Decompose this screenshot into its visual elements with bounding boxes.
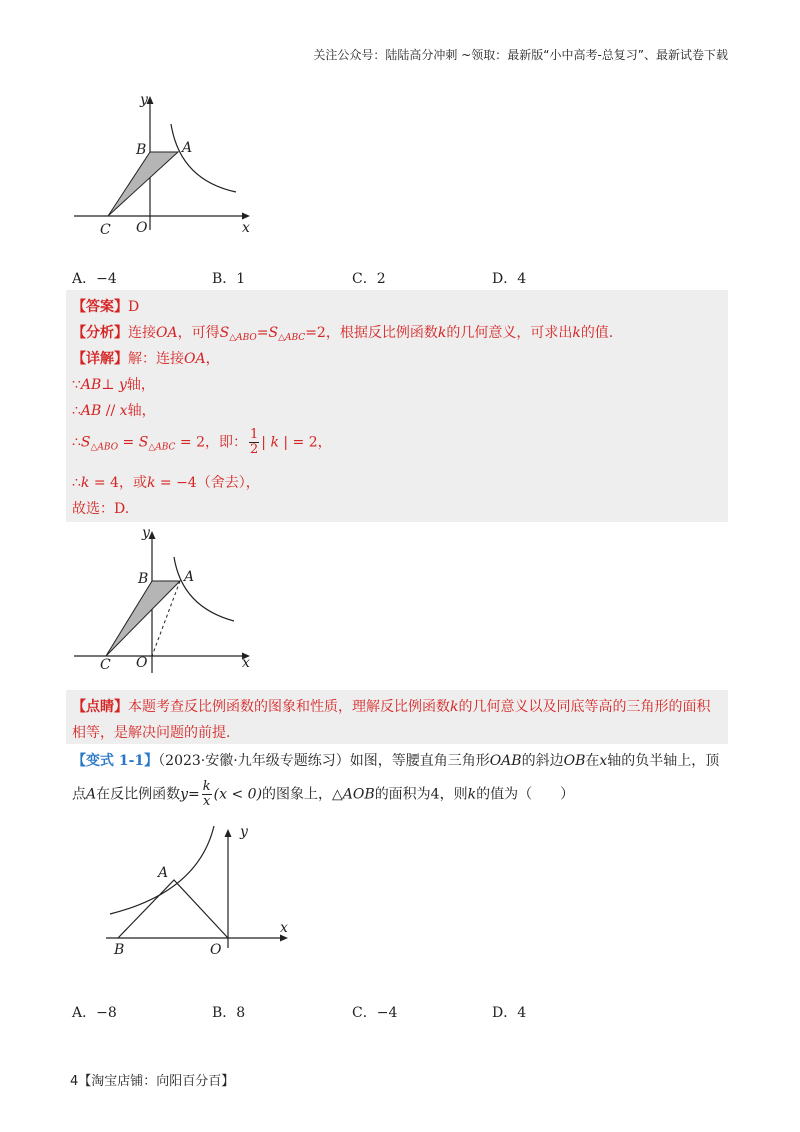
option-c-2[interactable]: C．−4 xyxy=(352,1005,398,1021)
label-b: B xyxy=(138,571,149,587)
variant-text-2: 的斜边 xyxy=(521,753,564,769)
label-o: O xyxy=(136,220,148,236)
label-y: y xyxy=(240,824,248,840)
option-a-2[interactable]: A．−8 xyxy=(72,1005,117,1021)
figure-1-graph xyxy=(70,90,260,240)
detail-line-5 xyxy=(72,472,260,492)
detail-l5-eq4: = 4， xyxy=(89,475,133,491)
detail-l4-s1: S xyxy=(80,434,91,451)
x-axis-arrow-icon xyxy=(242,213,250,220)
label-c: C xyxy=(100,657,111,673)
variant-text-1: （2023·安徽·九年级专题练习）如图，等腰直角三角形 xyxy=(158,753,490,769)
analysis-text-4: 的几何意义，可求出 xyxy=(446,325,573,341)
detail-line-3 xyxy=(72,400,156,420)
variant-k: k xyxy=(467,786,477,803)
comment-text-2: 的几何意义以及同底等高的三角形的面积 xyxy=(458,699,711,715)
detail-l3-x: x xyxy=(119,403,128,419)
answer-tag: 【答案】 xyxy=(72,299,128,315)
analysis-text-5: 的值. xyxy=(580,325,614,341)
detail-l4-namely: 即： xyxy=(218,434,247,451)
detail-line-4 xyxy=(72,428,332,457)
analysis-sub-abc: △ABC xyxy=(278,333,306,343)
detail-l2-ab: AB xyxy=(80,377,102,393)
comment-text-1: 本题考查反比例函数的图象和性质，理解反比例函数 xyxy=(128,699,450,715)
label-y: y xyxy=(140,92,148,108)
variant-x: x xyxy=(599,753,608,769)
comment-k: k xyxy=(450,699,459,715)
detail-l2-perp: ⊥ xyxy=(101,377,115,393)
label-o: O xyxy=(210,942,222,958)
detail-l5-k1: k xyxy=(80,475,90,491)
detail-l2-axis: 轴， xyxy=(126,377,155,393)
variant-text-8: 的面积为4，则 xyxy=(374,786,468,803)
shaded-triangle-abc xyxy=(108,152,178,216)
comment-line-1 xyxy=(72,696,710,716)
option-b-2[interactable]: B．8 xyxy=(212,1005,246,1021)
page-header: 关注公众号：陆陆高分冲刺 ~领取：最新版“小中高考-总复习”、最新试卷下载 xyxy=(313,48,728,62)
detail-l4-eq: = xyxy=(118,434,139,451)
label-a: A xyxy=(158,865,169,881)
label-b: B xyxy=(136,142,147,158)
variant-triangle: △AOB xyxy=(332,786,375,803)
detail-line-2 xyxy=(72,374,155,394)
detail-l5-therefore: ∴ xyxy=(72,475,81,491)
detail-l3-axis: 轴， xyxy=(127,403,156,419)
analysis-text-3: =2，根据反比例函数 xyxy=(305,325,438,341)
detail-l2-y: y xyxy=(118,377,127,393)
hyperbola-curve xyxy=(171,124,236,192)
option-b[interactable]: B．1 xyxy=(212,271,246,287)
detail-l4-sub-abo: △ABO xyxy=(90,442,119,453)
detail-l4-k: k xyxy=(270,434,279,451)
analysis-sub-abo: △ABO xyxy=(229,333,257,343)
detail-l1-oa: OA xyxy=(184,351,206,367)
option-d[interactable]: D．4 xyxy=(492,271,527,287)
variant-text-3: 在 xyxy=(585,753,600,769)
label-o: O xyxy=(136,655,148,671)
variant-line-2 xyxy=(72,780,574,809)
comment-line-2: 相等，是解决问题的前提. xyxy=(72,725,231,741)
analysis-k1: k xyxy=(437,325,447,341)
analysis-k2: k xyxy=(572,325,581,341)
variant-tag: 【变式 1-1】 xyxy=(72,753,159,769)
fraction-half xyxy=(249,428,259,457)
analysis-tag: 【分析】 xyxy=(72,325,128,341)
variant-condition: (x < 0) xyxy=(213,786,263,803)
analysis-eq: = xyxy=(256,325,269,341)
detail-l5-or: 或 xyxy=(132,475,147,491)
detail-l1-comma: ， xyxy=(205,351,220,367)
variant-fraction-den: x xyxy=(203,794,211,809)
detail-line-6: 故选：D. xyxy=(72,501,130,517)
variant-oab: OAB xyxy=(489,753,522,769)
detail-l5-k2: k xyxy=(146,475,156,491)
analysis-oa: OA xyxy=(156,325,178,341)
detail-l3-ab: AB xyxy=(80,403,102,419)
variant-text-4: 轴的负半轴上，顶 xyxy=(607,753,720,769)
variant-ob: OB xyxy=(563,753,586,769)
answer-line xyxy=(72,296,139,316)
analysis-s1: S xyxy=(219,325,230,341)
label-y: y xyxy=(142,525,150,541)
analysis-line xyxy=(72,322,613,343)
analysis-text-2: ，可得 xyxy=(177,325,220,341)
label-b: B xyxy=(114,942,125,958)
variant-fraction-num: k xyxy=(202,779,211,794)
variant-line-1 xyxy=(72,750,719,770)
detail-line-1 xyxy=(72,348,220,368)
label-a: A xyxy=(184,569,195,585)
detail-l4-abs-open: | xyxy=(261,434,266,451)
detail-l3-parallel: // xyxy=(101,403,120,419)
page-footer: 4【淘宝店铺：向阳百分百】 xyxy=(70,1074,235,1089)
fraction-num: 1 xyxy=(249,427,259,442)
label-x: x xyxy=(280,920,288,936)
option-a[interactable]: A．−4 xyxy=(72,271,117,287)
figure-3-graph xyxy=(100,820,300,960)
variant-text-9: 的值为（ ） xyxy=(476,786,575,803)
detail-l4-therefore: ∴ xyxy=(72,434,81,451)
detail-l4-s2: S xyxy=(138,434,149,451)
comment-tag: 【点睛】 xyxy=(72,699,128,715)
y-axis-arrow-icon xyxy=(225,829,232,837)
detail-l4-abs-close: | = 2， xyxy=(283,434,332,451)
option-d-2[interactable]: D．4 xyxy=(492,1005,527,1021)
variant-text-6: 在反比例函数 xyxy=(96,786,181,803)
variant-text-5: 点 xyxy=(72,786,86,803)
label-a: A xyxy=(182,140,193,156)
fraction-den: 2 xyxy=(249,442,259,457)
analysis-s2: S xyxy=(268,325,279,341)
label-c: C xyxy=(100,222,111,238)
triangle-aob xyxy=(118,880,228,938)
variant-text-7: 的图象上， xyxy=(262,786,333,803)
detail-l5-discard: （舍去）， xyxy=(196,475,260,491)
variant-eq: = xyxy=(188,786,200,803)
figure-2-background xyxy=(70,523,256,685)
detail-l4-eq2: = 2， xyxy=(175,434,219,451)
option-c[interactable]: C．2 xyxy=(352,271,386,287)
detail-tag: 【详解】 xyxy=(72,351,128,367)
detail-l3-therefore: ∴ xyxy=(72,403,81,419)
detail-l5-eqm4: = −4 xyxy=(155,475,197,491)
label-x: x xyxy=(242,655,250,671)
figure-2-graph xyxy=(70,523,256,685)
analysis-text-1: 连接 xyxy=(128,325,156,341)
variant-y: y xyxy=(180,786,189,803)
detail-l4-sub-abc: △ABC xyxy=(148,442,176,453)
detail-l2-because: ∵ xyxy=(72,377,81,393)
detail-l1-text: 解：连接 xyxy=(128,351,184,367)
variant-a: A xyxy=(86,786,97,803)
variant-fraction xyxy=(202,780,212,809)
label-x: x xyxy=(242,220,250,236)
answer-value: D xyxy=(128,299,140,315)
